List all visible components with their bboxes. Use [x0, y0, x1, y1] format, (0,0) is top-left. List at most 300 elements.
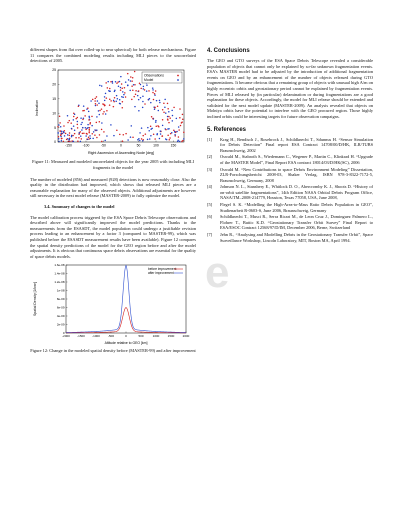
model-point — [149, 138, 151, 140]
model-point — [134, 106, 136, 108]
observation-point — [117, 81, 119, 83]
model-point — [96, 116, 98, 118]
observation-point — [91, 115, 93, 117]
observation-point — [119, 133, 121, 135]
observation-point — [180, 124, 182, 126]
model-point — [119, 99, 121, 101]
model-point — [80, 123, 82, 125]
model-point — [71, 136, 73, 138]
model-point — [117, 98, 119, 100]
observation-point — [96, 104, 98, 106]
observation-point — [161, 135, 163, 137]
observation-point — [156, 125, 158, 127]
model-point — [146, 84, 148, 86]
observation-point — [153, 133, 155, 135]
observation-point — [83, 132, 85, 134]
observation-point — [169, 139, 171, 141]
observation-point — [155, 90, 157, 92]
model-point — [143, 88, 145, 90]
observation-point — [144, 103, 146, 105]
observation-point — [72, 135, 74, 137]
observation-point — [144, 89, 146, 91]
x-tick-label: 0 — [120, 143, 122, 148]
observation-point — [142, 135, 144, 137]
observation-point — [95, 103, 97, 105]
model-point — [128, 79, 129, 81]
observation-point — [94, 100, 96, 102]
reference-text: Jehn R., “Analysing and Modelling Debris in the Geostationary Transfer Orbit”, Space Surveillance Workshop, Lincoln Laboratory, MIT, Boston MA, April 1994. — [220, 232, 373, 243]
model-point — [122, 96, 124, 98]
reference-item — [207, 137, 373, 154]
observation-point — [74, 133, 76, 135]
observation-point — [77, 127, 79, 129]
model-point — [98, 110, 100, 112]
observation-point — [175, 131, 177, 133]
y-tick-label: 0 — [62, 331, 65, 336]
legend-model-marker — [177, 79, 179, 81]
observation-point — [63, 125, 65, 127]
model-point — [89, 135, 91, 137]
observation-point — [106, 97, 108, 99]
model-point — [57, 132, 59, 134]
model-point — [147, 138, 149, 140]
plot-frame — [66, 265, 186, 333]
y-tick-label: 8e-09 — [56, 297, 65, 302]
observation-point — [58, 136, 60, 138]
observation-point — [131, 85, 133, 87]
y-tick-label: 15 — [52, 96, 56, 101]
observation-point — [178, 136, 180, 138]
observation-point — [173, 129, 175, 131]
observation-point — [132, 77, 134, 79]
observation-point — [99, 110, 101, 112]
observation-point — [78, 105, 80, 107]
observation-point — [77, 140, 79, 142]
model-point — [164, 98, 166, 100]
observation-point — [139, 82, 141, 84]
paragraph-detections: The number of modeled (856) and measured (928) detections is now reasonably close. Also the quality in the distribution had improved, which shows that released MLI pieces are a reasonable explanation for many of the observed objects. Additional adjustments are however still necessary in the next model release (MASTER-2009) to fully optimize the model. — [30, 176, 196, 199]
observation-point — [69, 120, 71, 122]
observation-point — [130, 76, 132, 78]
model-point — [67, 115, 69, 117]
figure-12-caption: Figure 12: Change in the modeled spatial density before (MASTER-99) and after improvement — [30, 347, 196, 353]
reference-item — [207, 167, 373, 184]
model-point — [142, 106, 144, 108]
observation-point — [121, 83, 123, 85]
model-point — [137, 95, 139, 97]
observation-point — [167, 102, 169, 104]
model-point — [105, 113, 107, 115]
x-axis-label: Altitude relative to GEO [km] — [104, 341, 148, 346]
observation-point — [138, 90, 140, 92]
model-point — [152, 87, 154, 89]
model-point — [86, 127, 88, 128]
model-point — [101, 85, 103, 87]
model-point — [120, 76, 122, 78]
observation-point — [183, 131, 185, 133]
model-point — [80, 135, 82, 137]
model-point — [139, 132, 141, 134]
model-point — [179, 140, 181, 142]
model-point — [94, 129, 96, 131]
observation-point — [61, 137, 63, 139]
observation-point — [122, 101, 124, 103]
model-point — [142, 140, 144, 142]
model-point — [119, 80, 121, 82]
x-tick-label: -1500 — [77, 334, 85, 339]
x-tick-label: 50 — [136, 143, 141, 148]
observation-point — [102, 113, 104, 115]
observation-point — [92, 133, 94, 135]
model-point — [107, 81, 109, 83]
observation-point — [169, 137, 171, 139]
observation-point — [59, 122, 61, 124]
observation-point — [82, 132, 84, 134]
line-plot — [30, 262, 196, 346]
model-point — [130, 80, 132, 82]
observation-point — [154, 93, 156, 95]
observation-point — [71, 140, 73, 142]
reference-list — [207, 137, 373, 244]
reference-item — [207, 232, 373, 243]
model-point — [92, 137, 94, 139]
observation-point — [104, 104, 106, 106]
x-tick-label: -150 — [65, 143, 72, 148]
model-point — [142, 101, 144, 103]
model-point — [142, 95, 144, 97]
model-point — [77, 121, 79, 123]
observation-point — [75, 137, 77, 139]
observation-point — [135, 93, 137, 95]
model-point — [150, 135, 152, 137]
observation-point — [152, 92, 154, 94]
observation-point — [167, 108, 169, 110]
model-point — [140, 97, 142, 99]
model-point — [105, 92, 107, 94]
model-point — [83, 105, 85, 107]
observation-point — [163, 102, 165, 104]
model-point — [160, 130, 162, 132]
model-point — [81, 121, 83, 123]
observation-point — [182, 113, 184, 115]
observation-point — [69, 134, 71, 136]
model-point — [156, 100, 158, 102]
observation-point — [154, 138, 156, 140]
model-point — [120, 103, 122, 105]
y-tick-label: 1.2e-08 — [54, 280, 65, 285]
reference-number: [4] — [207, 184, 213, 190]
model-point — [121, 96, 123, 98]
observation-point — [181, 140, 183, 142]
model-point — [150, 102, 152, 104]
reference-text: Oswald M., Stabroth S., Wiedemann C., Wegener P., Martin C., Klinkrad H. “Upgrade of the MASTER Model”, Final Report ESA contract 18014/03/D/HK(SC), 2006 — [220, 154, 373, 165]
model-point — [110, 124, 112, 126]
model-point — [131, 125, 133, 127]
reference-number: [6] — [207, 214, 213, 220]
observation-point — [78, 137, 80, 139]
watermark: e — [205, 248, 230, 297]
observation-point — [124, 92, 126, 94]
observation-point — [162, 109, 164, 111]
figure-11-caption: Figure 11: Measured and modeled uncorrelated objects for the year 2005 with including MLI fragments in the model — [32, 159, 194, 170]
observation-point — [167, 118, 169, 120]
model-point — [167, 116, 169, 118]
observation-point — [89, 127, 91, 129]
y-axis-label: Inclination — [35, 99, 39, 116]
observation-point — [121, 87, 123, 89]
x-tick-label: -2000 — [62, 334, 70, 339]
observation-point — [134, 84, 136, 86]
observation-point — [182, 118, 184, 120]
observation-point — [150, 125, 152, 127]
model-point — [155, 121, 157, 123]
model-point — [58, 138, 60, 140]
model-point — [162, 124, 164, 126]
model-point — [140, 84, 142, 86]
model-point — [89, 117, 91, 119]
model-point — [133, 84, 135, 86]
observation-point — [148, 90, 150, 92]
observation-point — [106, 110, 108, 112]
observation-point — [81, 138, 83, 140]
reference-number: [2] — [207, 154, 213, 160]
observation-point — [57, 126, 59, 128]
observation-point — [113, 101, 115, 103]
observation-point — [116, 82, 118, 84]
model-point — [158, 110, 160, 112]
observation-point — [122, 107, 124, 109]
observation-point — [63, 140, 65, 142]
observation-point — [178, 129, 180, 131]
observation-point — [84, 115, 86, 117]
observation-point — [90, 122, 92, 124]
reference-number: [5] — [207, 202, 213, 208]
model-point — [95, 105, 97, 107]
y-tick-label: 0 — [54, 139, 56, 144]
observation-point — [107, 87, 109, 89]
observation-point — [103, 131, 105, 133]
section-heading-references: 5. References — [207, 126, 247, 133]
model-point — [147, 127, 149, 129]
observation-point — [99, 121, 101, 123]
model-point — [82, 127, 84, 129]
model-point — [85, 127, 87, 129]
observation-point — [109, 88, 111, 90]
reference-item — [207, 202, 373, 213]
observation-point — [123, 134, 125, 136]
model-point — [177, 139, 179, 141]
model-point — [112, 80, 114, 82]
model-point — [171, 109, 173, 111]
model-point — [97, 100, 99, 102]
reference-number: [3] — [207, 166, 213, 172]
model-point — [164, 106, 166, 108]
observation-point — [131, 80, 133, 82]
x-tick-label: 0 — [125, 334, 127, 339]
y-tick-label: 1e-08 — [56, 288, 65, 293]
model-point — [165, 138, 167, 140]
model-point — [172, 114, 174, 116]
observation-point — [67, 122, 69, 124]
model-point — [157, 133, 159, 135]
observation-point — [80, 131, 82, 133]
model-point — [116, 95, 118, 97]
x-tick-label: 150 — [170, 143, 177, 148]
model-point — [150, 128, 152, 130]
x-tick-label: 500 — [138, 334, 144, 339]
reference-text: Oswald M. “New Contributions to space Debris Environment Modeling” Dissertation, ZLR-Forschungsbericht 2008-03, Shaker Verlag, ISBN 978-3-8322-7172-5, Braunschweig, Germany, 2008 — [220, 166, 373, 183]
observation-point — [162, 119, 164, 121]
observation-point — [132, 136, 134, 138]
observation-point — [103, 111, 105, 113]
model-point — [154, 94, 156, 96]
model-point — [139, 140, 141, 142]
model-point — [176, 117, 178, 119]
model-point — [168, 111, 170, 113]
model-point — [104, 99, 106, 101]
model-point — [118, 85, 120, 87]
model-point — [123, 94, 125, 96]
observation-point — [165, 129, 167, 131]
observation-point — [179, 117, 181, 119]
model-point — [88, 110, 90, 112]
model-point — [74, 113, 76, 115]
observation-point — [125, 96, 127, 98]
model-point — [99, 114, 101, 116]
model-point — [174, 134, 176, 136]
observation-point — [122, 140, 124, 142]
model-point — [109, 90, 111, 92]
conclusions-paragraph: The GEO and GTO surveys of the ESA Space Debris Telescope revealed a considerable population of objects that cannot only be explained by so-far unknown fragmentation events. ESA’s MASTER model had to be adjusted by the introduction of additional fragmentation events on GEO and by an enhancement of the number of objects released during GTO fragmentations. It became obvious that a remaining group of objects with unusual high A/m on highly eccentric orbits and geostationary period cannot be explained by fragmentation events. Pieces of MLI released by (in particular) delamination or during fragmentations are a good explanation for these objects. Accordingly, the model for MLI release should be extended and validated for the next model update (MASTER-2009). An analysis revealed that objects on Molniya orbits have the potential to interfere with the GEO procured region. Those highly inclined orbits could be interesting targets for future observation campaigns. — [207, 58, 373, 119]
observation-point — [168, 115, 170, 117]
observation-point — [109, 98, 111, 100]
observation-point — [88, 136, 90, 138]
reference-text: Krag H., Bendisch J., Rosebrock J., Schildknecht T., Sdunnus H. “Sensor Simulation for Debris Detection” Final report ESA Contract 14708/00/D/HK, ILR/TUBS Braunschweig, 2002 — [220, 136, 373, 153]
observation-point — [75, 118, 77, 120]
observation-point — [110, 100, 112, 102]
model-point — [127, 84, 129, 86]
model-point — [178, 126, 180, 128]
observation-point — [109, 104, 111, 106]
model-point — [114, 90, 116, 92]
model-point — [138, 138, 140, 140]
model-point — [152, 89, 154, 91]
reference-text: Johnson N. L., Stansbery E., Whitlock D. O., Abercromby K. J., Shoots D. “History of on-orbit satellite fragmentations”, 14th Edition NASA Orbital Debris Program Office, NASA/TM–2008-214779, Houston, Texas 77058, USA, June 2008, — [220, 184, 373, 201]
model-point — [73, 125, 75, 127]
observation-point — [152, 118, 154, 120]
observation-point — [73, 116, 75, 118]
observation-point — [94, 97, 96, 99]
y-tick-label: 10 — [52, 111, 56, 116]
x-tick-label: -50 — [101, 143, 106, 148]
model-point — [68, 138, 70, 140]
observation-point — [66, 138, 68, 140]
reference-text: Schildknecht T., Musci R., Serra Ricart M., de Leon Cruz J., Dominguez Palmero L., Flohrer T., Buttic K.D. “Geostationary Transfer Orbit Survey” Final Report to ESA/ESOC Contract 12568/97/D/IM, December 2006, Berne, Switzerland — [220, 214, 373, 231]
model-point — [171, 132, 173, 134]
model-point — [87, 138, 89, 140]
model-point — [113, 99, 115, 101]
legend-observations-marker — [177, 74, 179, 76]
model-point — [104, 96, 106, 98]
observation-point — [59, 115, 61, 117]
model-point — [159, 101, 161, 103]
reference-text: Flegel S. K. “Modelling the High-Area-to-Mass Ratio Debris Population in GEO”, Studienarbeit R-0603-S, June 2006, Braunschweig, Germany — [220, 202, 373, 213]
model-point — [125, 81, 127, 83]
reference-item — [207, 184, 373, 201]
legend-before: before improvement — [148, 267, 177, 272]
x-tick-label: 2000 — [182, 334, 190, 339]
section-heading-conclusions: 4. Conclusions — [207, 48, 250, 54]
observation-point — [168, 122, 170, 124]
model-point — [154, 108, 156, 110]
x-tick-label: -100 — [82, 143, 90, 148]
observation-point — [167, 134, 169, 136]
model-point — [115, 81, 117, 83]
reference-number: [7] — [207, 232, 213, 238]
model-point — [61, 140, 63, 142]
model-point — [129, 89, 131, 91]
observation-point — [173, 106, 175, 108]
observation-point — [110, 81, 112, 83]
model-point — [127, 139, 129, 141]
observation-point — [151, 116, 153, 118]
model-point — [73, 119, 75, 121]
model-point — [148, 130, 150, 132]
observation-point — [86, 133, 88, 135]
model-point — [98, 102, 100, 104]
observation-point — [101, 140, 103, 142]
model-point — [60, 126, 62, 128]
observation-point — [69, 132, 71, 134]
x-tick-label: 1500 — [167, 334, 175, 339]
observation-point — [99, 134, 101, 136]
observation-point — [113, 106, 115, 108]
model-point — [64, 135, 66, 137]
observation-point — [96, 96, 98, 98]
observation-point — [59, 130, 61, 132]
observation-point — [125, 133, 127, 135]
model-point — [96, 129, 98, 131]
model-point — [87, 124, 89, 126]
observation-point — [82, 118, 84, 120]
observation-point — [67, 140, 69, 142]
model-point — [159, 137, 161, 139]
model-point — [112, 82, 114, 84]
legend-observations: Observations — [144, 73, 164, 78]
observation-point — [92, 98, 94, 100]
model-point — [120, 87, 122, 89]
paragraph-summary: The model calibration process triggered by the ESA Space Debris Telescope observations and described above will significantly improved the model predictions. Thanks to the measurements from the ESASDT, the model population could undergo a justifiable revision process leading to an enhancement by a factor 3 (compared to MASTER-99), which was published before the ESASDT measurement results have been available). Figure 12 compares the spatial density predictions of the model for the GEO region before and after the model adjustments. It is obvious that continuous space debris observations are essential for the quality of space debris models. — [30, 214, 196, 259]
y-tick-label: 25 — [52, 67, 56, 72]
model-point — [172, 120, 174, 122]
right-column — [207, 47, 373, 244]
observation-point — [96, 137, 98, 139]
y-tick-label: 4e-09 — [56, 314, 65, 319]
observation-point — [87, 107, 89, 109]
x-tick-label: -1000 — [92, 334, 100, 339]
observation-point — [145, 133, 147, 135]
y-tick-label: 20 — [52, 82, 56, 87]
observation-point — [127, 73, 129, 75]
observation-point — [163, 111, 165, 113]
observation-point — [153, 99, 155, 101]
observation-point — [157, 125, 159, 127]
model-point — [61, 130, 63, 132]
observation-point — [94, 134, 96, 136]
observation-point — [88, 130, 90, 132]
observation-point — [88, 138, 90, 140]
observation-point — [88, 132, 90, 134]
